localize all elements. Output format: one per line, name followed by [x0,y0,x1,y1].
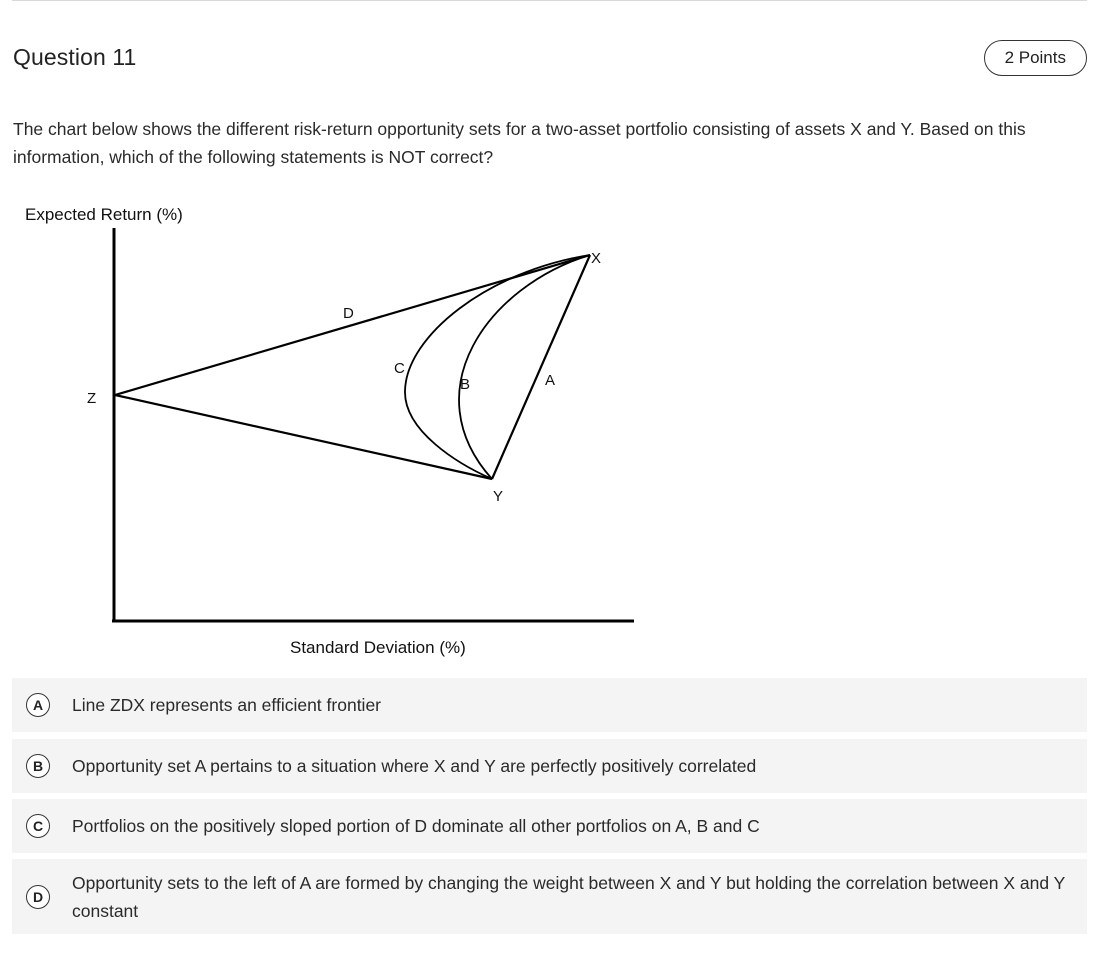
option-text-a: Line ZDX represents an efficient frontier [72,695,382,715]
curve-c [405,255,590,479]
question-text: The chart below shows the different risk-return opportunity sets for a two-asset portfolio consisting of assets X and Y. Based on this information, which of the following statements is NOT correct? [13,119,1026,167]
option-letter-b: B [26,754,50,778]
option-c[interactable] [12,799,1087,853]
point-label-x: X [591,250,602,267]
y-axis-label: Expected Return (%) [25,205,183,224]
option-letter-d: D [26,885,50,909]
set-label-d: D [343,305,354,322]
option-text-c: Portfolios on the positively sloped portion of D dominate all other portfolios on A, B and C [72,816,760,836]
line-a [492,255,590,479]
option-text-d: Opportunity sets to the left of A are formed by changing the weight between X and Y but holding the correlation between X and Y constant [72,872,1065,921]
option-letter-c: C [26,814,50,838]
option-letter-a: A [26,693,50,717]
option-text-b: Opportunity set A pertains to a situation where X and Y are perfectly positively correlated [72,756,757,776]
x-axis-label: Standard Deviation (%) [290,638,466,657]
set-label-c: C [394,360,405,377]
risk-return-diagram [18,196,648,666]
points-badge: 2 Points [984,40,1087,76]
top-divider [12,0,1087,1]
point-label-y: Y [493,488,504,505]
question-header [12,40,1087,78]
point-label-z: Z [87,390,97,407]
option-a[interactable] [12,678,1087,732]
question-title: Question 11 [13,44,137,70]
set-label-b: B [460,376,471,393]
option-d[interactable] [12,859,1087,934]
line-zy [115,395,492,479]
set-label-a: A [545,372,556,389]
option-b[interactable] [12,739,1087,793]
